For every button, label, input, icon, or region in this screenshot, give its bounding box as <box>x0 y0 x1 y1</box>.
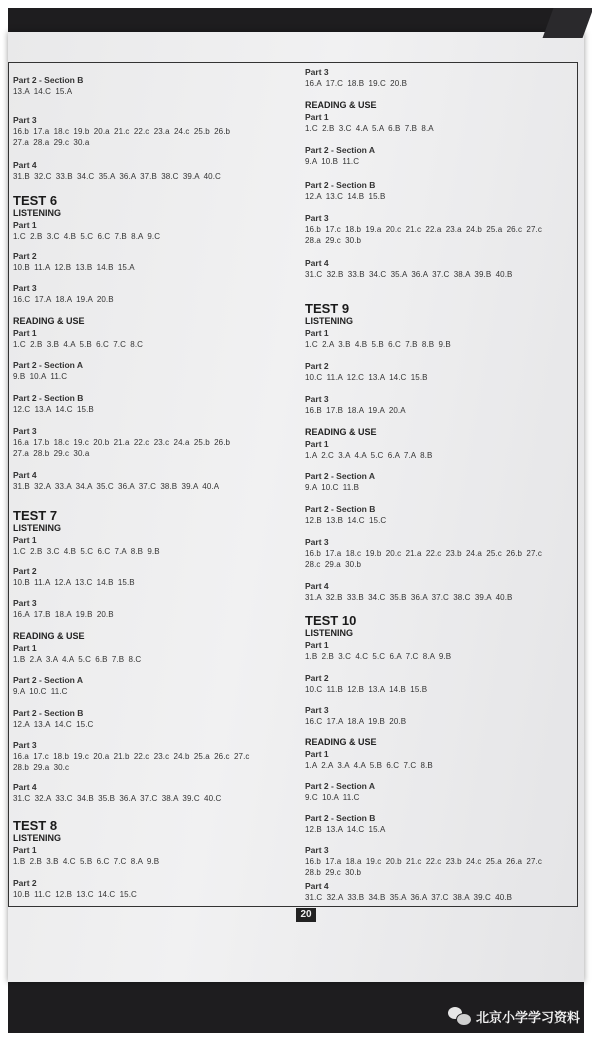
section-heading: READING & USE <box>305 427 377 437</box>
part-label: Part 1 <box>305 749 329 759</box>
answer-part <box>13 782 221 804</box>
answer-line: 31.C 32.A 33.B 34.B 35.A 36.A 37.C 38.A 39.C 40.B <box>305 893 513 902</box>
answer-part <box>13 535 160 557</box>
answer-part <box>13 566 135 588</box>
answer-part <box>13 426 230 459</box>
answer-line: 1.B 2.B 3.B 4.C 5.B 6.C 7.C 8.A 9.B <box>13 857 160 866</box>
answer-part <box>305 112 434 134</box>
answer-line: 12.A 13.A 14.C 15.C <box>13 720 94 729</box>
part-label: Part 3 <box>305 705 329 715</box>
part-label: Part 1 <box>305 112 329 122</box>
section-heading: LISTENING <box>13 833 62 843</box>
part-label: Part 2 <box>305 673 329 683</box>
part-label: Part 4 <box>13 470 37 480</box>
part-label: Part 2 - Section B <box>305 504 376 514</box>
answer-line: 10.B 11.C 12.B 13.C 14.C 15.C <box>13 890 137 899</box>
answer-line: 28.b 29.c 30.b <box>305 868 362 877</box>
section-heading: READING & USE <box>13 631 85 641</box>
answer-part <box>13 675 83 697</box>
answer-line: 16.a 17.b 18.c 19.c 20.b 21.a 22.c 23.c 24.a 25.b 26.b <box>13 438 231 447</box>
answer-part <box>13 160 221 182</box>
answer-line: 28.b 29.a 30.c <box>13 763 70 772</box>
answer-part <box>13 878 137 900</box>
part-label: Part 2 - Section A <box>305 781 376 791</box>
answer-line: 16.B 17.B 18.A 19.A 20.A <box>305 406 406 415</box>
part-label: Part 2 - Section A <box>305 471 376 481</box>
part-label: Part 3 <box>13 740 37 750</box>
answer-line: 16.a 17.c 18.b 19.c 20.a 21.b 22.c 23.c 24.b 25.a 26.c 27.c <box>13 752 250 761</box>
answer-line: 27.a 28.b 29.c 30.a <box>13 449 90 458</box>
answer-line: 28.a 29.c 30.b <box>305 236 362 245</box>
answer-line: 27.a 28.a 29.c 30.a <box>13 138 90 147</box>
part-label: Part 2 - Section B <box>13 393 84 403</box>
part-label: Part 3 <box>13 115 37 125</box>
section-heading: READING & USE <box>305 100 377 110</box>
photo-border-right <box>584 0 592 1039</box>
answer-part <box>13 115 230 148</box>
test-heading: TEST 6 <box>13 193 58 208</box>
answer-part <box>305 361 428 383</box>
answer-line: 1.C 2.B 3.C 4.A 5.A 6.B 7.B 8.A <box>305 124 434 133</box>
part-label: Part 4 <box>305 881 329 891</box>
answer-line: 1.C 2.B 3.C 4.B 5.C 6.C 7.B 8.A 9.C <box>13 232 161 241</box>
answer-part <box>13 251 135 273</box>
part-label: Part 3 <box>305 845 329 855</box>
answer-part <box>13 283 114 305</box>
answer-line: 1.A 2.A 3.A 4.A 5.B 6.C 7.C 8.B <box>305 761 433 770</box>
answer-line: 10.B 11.A 12.B 13.B 14.B 15.A <box>13 263 135 272</box>
part-label: Part 2 <box>13 878 37 888</box>
answer-part <box>305 471 375 493</box>
answer-line: 12.C 13.A 14.C 15.B <box>13 405 94 414</box>
answer-line: 1.C 2.B 3.B 4.A 5.B 6.C 7.C 8.C <box>13 340 144 349</box>
part-label: Part 1 <box>305 640 329 650</box>
watermark-text: 北京小学学习资料 <box>475 1009 580 1025</box>
part-label: Part 1 <box>305 328 329 338</box>
part-label: Part 2 - Section B <box>13 75 84 85</box>
part-label: Part 2 <box>13 566 37 576</box>
section-heading: LISTENING <box>13 523 62 533</box>
test-heading: TEST 10 <box>305 613 357 628</box>
part-label: Part 2 <box>13 251 37 261</box>
answer-part <box>13 470 219 492</box>
answer-part <box>13 643 141 665</box>
answer-line: 16.b 17.c 18.b 19.a 20.c 21.c 22.a 23.a 24.b 25.a 26.c 27.c <box>305 225 542 234</box>
watermark <box>448 1005 580 1027</box>
photo-border-left <box>0 0 8 1039</box>
answer-part <box>13 598 114 620</box>
part-label: Part 2 - Section A <box>13 675 84 685</box>
answer-line: 16.A 17.B 18.A 19.B 20.B <box>13 610 114 619</box>
answer-part <box>305 673 427 695</box>
answer-line: 1.C 2.A 3.B 4.B 5.B 6.C 7.B 8.B 9.B <box>305 340 451 349</box>
answer-part <box>305 881 512 903</box>
answer-part <box>305 705 406 727</box>
answer-line: 10.B 11.A 12.A 13.C 14.B 15.B <box>13 578 135 587</box>
answer-part <box>305 640 451 662</box>
part-label: Part 3 <box>305 394 329 404</box>
answer-line: 1.C 2.B 3.C 4.B 5.C 6.C 7.A 8.B 9.B <box>13 547 160 556</box>
answer-line: 16.C 17.A 18.A 19.B 20.B <box>305 717 407 726</box>
answer-line: 9.A 10.B 11.C <box>305 157 360 166</box>
answer-line: 16.b 17.a 18.a 19.c 20.b 21.c 22.c 23.b 24.c 25.a 26.a 27.c <box>305 857 542 866</box>
part-label: Part 1 <box>13 220 37 230</box>
page-number: 20 <box>296 908 316 922</box>
answer-part <box>305 845 542 878</box>
part-label: Part 3 <box>13 283 37 293</box>
answer-line: 1.B 2.B 3.C 4.C 5.C 6.A 7.C 8.A 9.B <box>305 652 452 661</box>
answer-line: 12.B 13.A 14.C 15.A <box>305 825 386 834</box>
answer-part <box>305 537 542 570</box>
part-label: Part 2 - Section B <box>305 813 376 823</box>
part-label: Part 4 <box>13 160 37 170</box>
section-heading: LISTENING <box>305 316 354 326</box>
test-heading: TEST 9 <box>305 301 350 316</box>
answer-part <box>305 328 451 350</box>
part-label: Part 4 <box>13 782 37 792</box>
answer-key-box <box>8 62 578 907</box>
answer-line: 10.C 11.B 12.B 13.A 14.B 15.B <box>305 685 428 694</box>
answer-part <box>13 220 160 242</box>
answer-line: 12.A 13.C 14.B 15.B <box>305 192 386 201</box>
answer-part <box>305 213 542 246</box>
answer-line: 16.C 17.A 18.A 19.A 20.B <box>13 295 114 304</box>
answer-part <box>305 180 385 202</box>
answer-part <box>13 360 83 382</box>
part-label: Part 3 <box>305 537 329 547</box>
photo-border-top <box>0 0 592 8</box>
answer-part <box>305 581 512 603</box>
answer-part <box>305 394 406 416</box>
answer-line: 9.A 10.C 11.B <box>305 483 360 492</box>
answer-line: 28.c 29.a 30.b <box>305 560 362 569</box>
answer-part <box>13 740 250 773</box>
wechat-bubbles-icon <box>448 1005 470 1027</box>
answer-line: 31.B 32.A 33.A 34.A 35.C 36.A 37.C 38.B 39.A 40.A <box>13 482 220 491</box>
answer-part <box>305 781 375 803</box>
answer-part <box>305 749 433 771</box>
part-label: Part 2 <box>305 361 329 371</box>
part-label: Part 1 <box>13 535 37 545</box>
answer-line: 1.B 2.A 3.A 4.A 5.C 6.B 7.B 8.C <box>13 655 142 664</box>
answer-line: 31.A 32.B 33.B 34.C 35.B 36.A 37.C 38.C 39.A 40.B <box>305 593 513 602</box>
part-label: Part 1 <box>13 845 37 855</box>
answer-line: 9.A 10.C 11.C <box>13 687 68 696</box>
part-label: Part 3 <box>305 213 329 223</box>
part-label: Part 2 - Section A <box>305 145 376 155</box>
answer-line: 13.A 14.C 15.A <box>13 87 73 96</box>
answer-line: 10.C 11.A 12.C 13.A 14.C 15.B <box>305 373 428 382</box>
section-heading: LISTENING <box>305 628 354 638</box>
answer-line: 31.C 32.A 33.C 34.B 35.B 36.A 37.C 38.A 39.C 40.C <box>13 794 222 803</box>
test-heading: TEST 8 <box>13 818 58 833</box>
answer-part <box>305 258 512 280</box>
part-label: Part 3 <box>13 598 37 608</box>
answer-part <box>13 708 93 730</box>
part-label: Part 1 <box>13 328 37 338</box>
answer-line: 16.b 17.a 18.c 19.b 20.c 21.a 22.c 23.b 24.a 25.c 26.b 27.c <box>305 549 542 558</box>
photo-border-bottom <box>0 1033 592 1039</box>
answer-part <box>13 75 83 97</box>
answer-part <box>305 67 407 89</box>
answer-line: 9.B 10.A 11.C <box>13 372 68 381</box>
part-label: Part 4 <box>305 581 329 591</box>
section-heading: READING & USE <box>305 737 377 747</box>
answer-line: 31.B 32.C 33.B 34.C 35.A 36.A 37.B 38.C 39.A 40.C <box>13 172 221 181</box>
part-label: Part 4 <box>305 258 329 268</box>
answer-line: 31.C 32.B 33.B 34.C 35.A 36.A 37.C 38.A 39.B 40.B <box>305 270 513 279</box>
answer-part <box>305 504 386 526</box>
answer-line: 1.A 2.C 3.A 4.A 5.C 6.A 7.A 8.B <box>305 451 433 460</box>
answer-line: 16.A 17.C 18.B 19.C 20.B <box>305 79 408 88</box>
part-label: Part 3 <box>13 426 37 436</box>
answer-part <box>13 328 143 350</box>
part-label: Part 1 <box>13 643 37 653</box>
part-label: Part 2 - Section A <box>13 360 84 370</box>
section-heading: LISTENING <box>13 208 62 218</box>
test-heading: TEST 7 <box>13 508 58 523</box>
answer-line: 9.C 10.A 11.C <box>305 793 360 802</box>
section-heading: READING & USE <box>13 316 85 326</box>
answer-line: 16.b 17.a 18.c 19.b 20.a 21.c 22.c 23.a 24.c 25.b 26.b <box>13 127 231 136</box>
answer-part <box>305 145 375 167</box>
answer-line: 12.B 13.B 14.C 15.C <box>305 516 387 525</box>
answer-part <box>305 813 385 835</box>
answer-part <box>305 439 432 461</box>
part-label: Part 1 <box>305 439 329 449</box>
part-label: Part 3 <box>305 67 329 77</box>
part-label: Part 2 - Section B <box>13 708 84 718</box>
part-label: Part 2 - Section B <box>305 180 376 190</box>
answer-part <box>13 393 94 415</box>
answer-part <box>13 845 159 867</box>
